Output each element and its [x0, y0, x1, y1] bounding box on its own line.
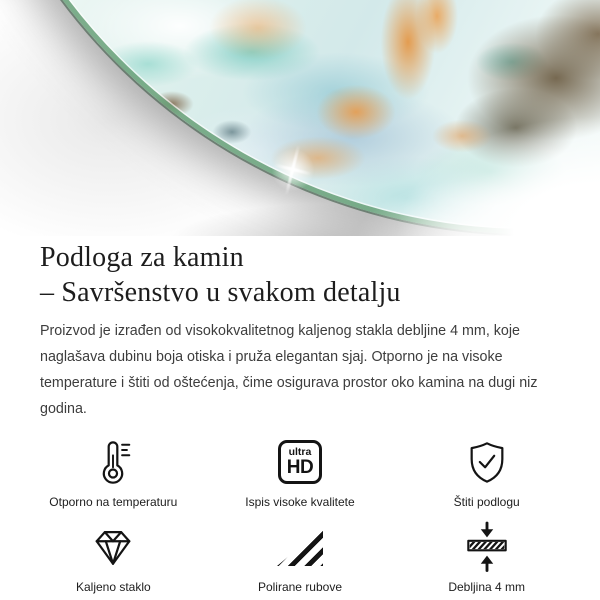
page-title-line2: – Savršenstvo u svakom detalju: [40, 277, 401, 308]
page-title-line1: Podloga za kamin: [40, 242, 244, 273]
polished-edges-icon: [277, 528, 323, 566]
feature-print-quality: [207, 436, 394, 509]
product-description: Proizvod je izrađen od visokokvalitetnog kaljenog stakla debljine 4 mm, koje naglašava dubinu boja otiska i pruža elegantan sjaj. Otporno je na visoke temperature i štiti od oštećenja, čime osigurava prostor oko kamina na dugi niz godina.: [40, 323, 538, 417]
feature-label: Polirane rubove: [257, 580, 343, 594]
feature-label: Ispis visoke kvalitete: [245, 495, 355, 509]
feature-tempered-glass: [20, 521, 207, 594]
diamond-icon: [90, 526, 136, 568]
sparkle-glint-icon: [267, 144, 319, 196]
page-title: [40, 240, 560, 310]
ultra-hd-icon: ultra HD: [278, 440, 322, 484]
thickness-icon: [464, 521, 510, 573]
thermometer-icon: [90, 437, 136, 487]
feature-temperature: [20, 436, 207, 509]
feature-label: Štiti podlogu: [453, 495, 520, 509]
feature-polished-edges: [207, 521, 394, 594]
feature-grid: [20, 436, 580, 594]
feature-protection: [393, 436, 580, 509]
feature-thickness: [393, 521, 580, 594]
feature-label: Debljina 4 mm: [448, 580, 526, 594]
feature-label: Otporno na temperaturu: [49, 495, 178, 509]
shield-check-icon: [464, 438, 510, 486]
feature-label: Kaljeno staklo: [75, 580, 151, 594]
product-image: [0, 0, 600, 236]
